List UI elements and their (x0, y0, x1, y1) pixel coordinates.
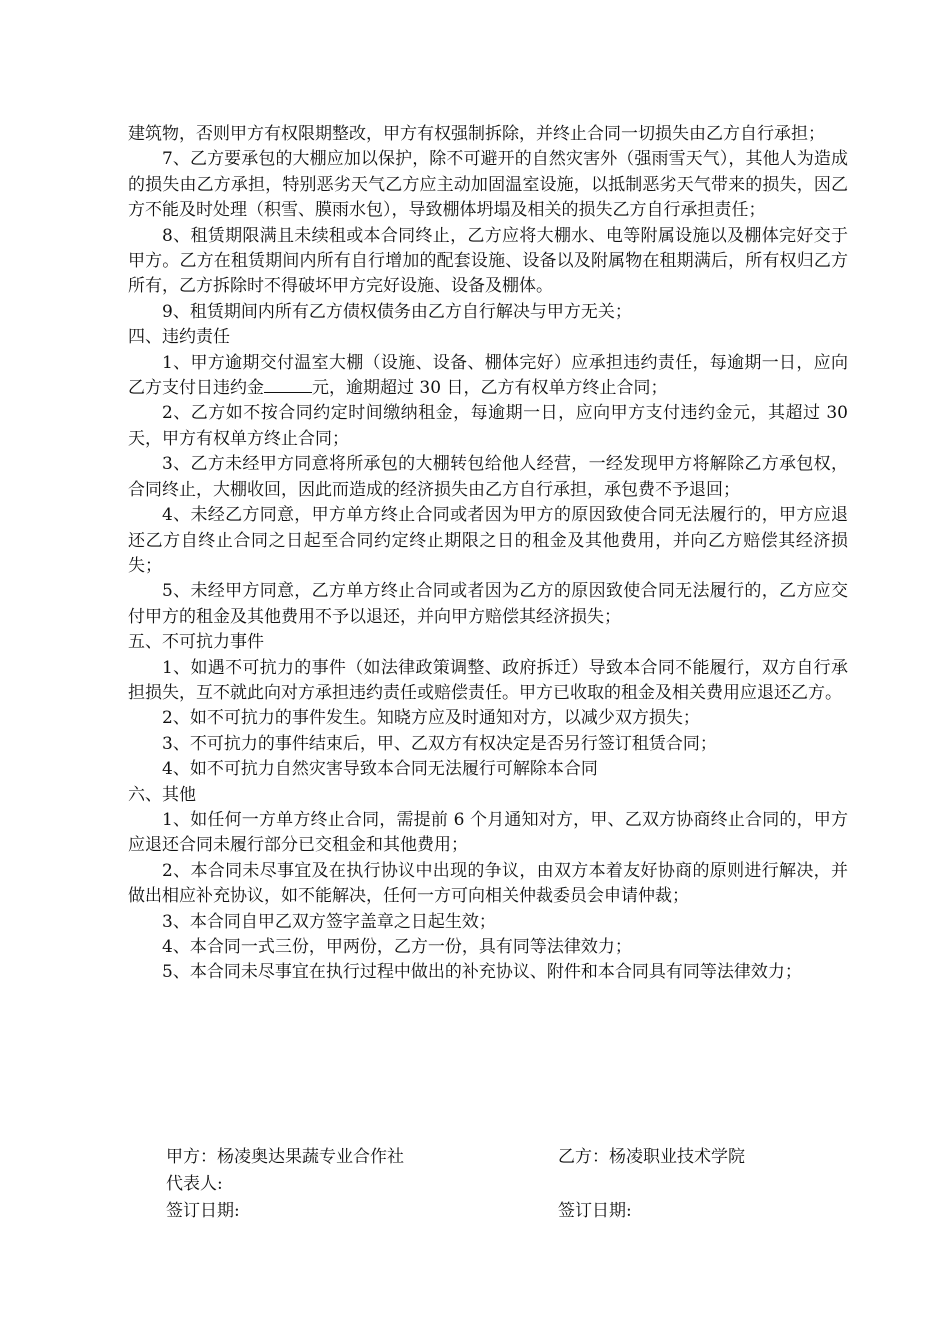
section-heading-breach: 四、违约责任 (128, 327, 230, 348)
other-clause-4: 4、本合同一式三份，甲两份，乙方一份，具有同等法律效力； (162, 937, 632, 957)
breach-clause-3: 3、乙方未经甲方同意将所承包的大棚转包给他人经营，一经发现甲方将解除乙方承包权，合同终止，大棚收回，因此而造成的经济损失由乙方自行承担，承包费不予退回； (128, 454, 848, 500)
representative-label: 代表人: (166, 1174, 223, 1194)
clause-8: 8、租赁期限满且未续租或本合同终止，乙方应将大棚水、电等附属设施以及棚体完好交于甲方。乙方在租赁期间内所有自行增加的配套设施、设备以及附属物在租期满后，所有权归乙方所有，乙方拆除时不得破坏甲方完好设施、设备及棚体。 (128, 225, 848, 297)
amount-blank (264, 377, 312, 393)
other-clause-3: 3、本合同自甲乙双方签字盖章之日起生效； (162, 911, 496, 932)
party-b-sign-date: 签订日期: (558, 1201, 632, 1221)
party-a-sign-date: 签订日期: (166, 1201, 240, 1221)
force-majeure-clause-3: 3、不可抗力的事件结束后，甲、乙双方有权决定是否另行签订租赁合同； (162, 733, 717, 754)
section-heading-other: 六、其他 (128, 784, 196, 805)
other-clause-2: 2、本合同未尽事宜及在执行协议中出现的争议，由双方本着友好协商的原则进行解决，并做出相应补充协议，如不能解决，任何一方可向相关仲裁委员会申请仲裁； (128, 860, 848, 907)
contract-body (128, 122, 848, 986)
signature-row-dates (128, 1198, 848, 1225)
breach-clause-1-part-b: 元，逾期超过 30 日，乙方有权单方终止合同； (312, 378, 668, 399)
section-heading-force-majeure: 五、不可抗力事件 (128, 632, 264, 653)
signature-block (128, 1144, 848, 1225)
clause-9: 9、租赁期间内所有乙方债权债务由乙方自行解决与甲方无关； (162, 301, 632, 322)
breach-clause-1 (128, 351, 848, 402)
clause-7: 7、乙方要承包的大棚应加以保护，除不可避开的自然灾害外（强雨雪天气），其他人为造成的损失由乙方承担，特别恶劣天气乙方应主动加固温室设施，以抵制恶劣天气带来的损失，因乙方不能及时处理（积雪、膜雨水包），导致棚体坍塌及相关的损失乙方自行承担责任； (128, 149, 848, 221)
party-b-name: 乙方：杨凌职业技术学院 (558, 1147, 745, 1167)
other-clause-5: 5、本合同未尽事宜在执行过程中做出的补充协议、附件和本合同具有同等法律效力； (162, 962, 802, 983)
other-clause-1: 1、如任何一方单方终止合同，需提前 6 个月通知对方，甲、乙双方协商终止合同的，甲方应退还合同未履行部分已交租金和其他费用； (128, 809, 848, 856)
breach-clause-5: 5、未经甲方同意，乙方单方终止合同或者因为乙方的原因致使合同无法履行的，乙方应交付甲方的租金及其他费用不予以退还，并向甲方赔偿其经济损失； (128, 581, 848, 627)
breach-clause-4: 4、未经乙方同意，甲方单方终止合同或者因为甲方的原因致使合同无法履行的，甲方应退还乙方自终止合同之日起至合同约定终止期限之日的租金及其他费用，并向乙方赔偿其经济损失； (128, 505, 848, 576)
party-a-name: 甲方：杨凌奥达果蔬专业合作社 (166, 1147, 404, 1167)
paragraph-0: 建筑物，否则甲方有权限期整改，甲方有权强制拆除，并终止合同一切损失由乙方自行承担； (128, 124, 825, 144)
breach-clause-1-part-a: 1、甲方逾期交付温室大棚（设施、设备、棚体完好）应承担违约责任，每逾期一日，应向乙方支付日违约金 (128, 352, 848, 399)
signature-row-parties (128, 1144, 848, 1171)
force-majeure-clause-4: 4、如不可抗力自然灾害导致本合同无法履行可解除本合同 (162, 759, 598, 780)
force-majeure-clause-1: 1、如遇不可抗力的事件（如法律政策调整、政府拆迁）导致本合同不能履行，双方自行承担损失，互不就此向对方承担违约责任或赔偿责任。甲方已收取的租金及相关费用应退还乙方。 (128, 657, 848, 703)
force-majeure-clause-2: 2、如不可抗力的事件发生。知晓方应及时通知对方，以减少双方损失； (162, 708, 700, 729)
signature-row-representative (128, 1171, 848, 1198)
breach-clause-2: 2、乙方如不按合同约定时间缴纳租金，每逾期一日，应向甲方支付违约金元，其超过 30 天，甲方有权单方终止合同； (128, 403, 848, 449)
